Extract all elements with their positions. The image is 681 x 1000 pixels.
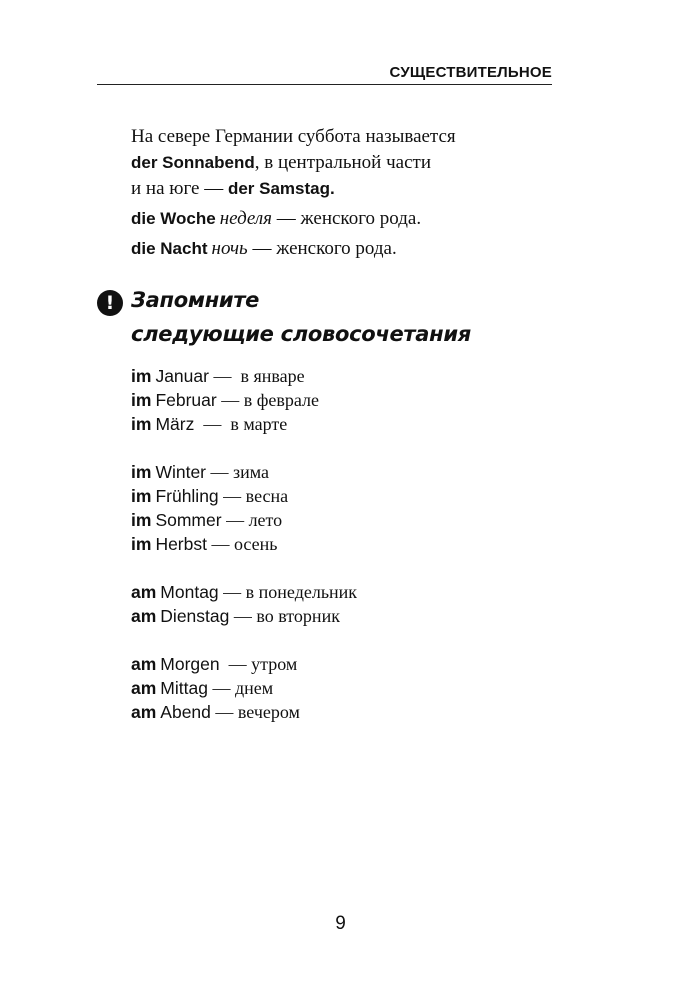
phrase-german-word: Dienstag [160,606,230,626]
phrase-translation: лето [248,510,283,530]
phrase-german-word: Sommer [155,510,222,530]
phrase-dash: — [221,510,249,530]
phrase-groups [131,364,357,748]
phrase-german-word: Frühling [155,486,219,506]
intro-line-2: , в центральной части [254,152,431,173]
intro-line-3: и на юге — [131,178,228,199]
running-header [97,62,552,85]
phrase-german-word: Winter [155,462,206,482]
phrase-row [131,364,357,388]
phrase-preposition: im [131,486,152,506]
phrase-row [131,484,357,508]
phrase-translation: в марте [230,414,288,434]
phrase-preposition: am [131,654,157,674]
nacht-translation: ночь [211,238,248,259]
phrase-translation: в январе [240,366,305,386]
phrase-dash: — [219,654,252,674]
phrase-row [131,580,357,604]
term-woche: die Woche [131,209,216,228]
phrase-row [131,532,357,556]
woche-line [131,206,561,232]
term-nacht: die Nacht [131,239,208,258]
phrase-preposition: am [131,582,157,602]
phrase-dash: — [216,390,244,410]
phrase-group [131,652,357,724]
intro-line-1: На севере Германии суббота называется [131,126,456,147]
phrase-translation: в понедельник [245,582,358,602]
phrase-translation: в феврале [243,390,319,410]
phrase-translation: осень [233,534,278,554]
phrase-translation: утром [251,654,298,674]
phrase-german-word: März [155,414,195,434]
phrase-preposition: im [131,366,152,386]
phrase-row [131,604,357,628]
notice-title-line-1: Запомните [131,288,260,312]
phrase-german-word: Herbst [155,534,207,554]
term-samstag: der Samstag. [227,179,335,198]
phrase-dash: — [206,462,233,482]
phrase-german-word: Februar [155,390,217,410]
phrase-row [131,676,357,700]
phrase-dash: — [218,582,246,602]
woche-rest: — женского рода. [272,208,422,229]
phrase-preposition: im [131,390,152,410]
phrase-row [131,412,357,436]
phrase-row [131,460,357,484]
phrase-preposition: im [131,414,152,434]
phrase-dash: — [218,486,246,506]
phrase-row [131,652,357,676]
notice-title-line-2: следующие словосочетания [131,322,471,346]
phrase-dash: — [208,366,241,386]
phrase-translation: вечером [237,702,300,722]
phrase-preposition: im [131,510,152,530]
phrase-preposition: im [131,534,152,554]
phrase-dash: — [206,534,234,554]
term-sonnabend: der Sonnabend [131,153,255,172]
phrase-row [131,388,357,412]
nacht-rest: — женского рода. [247,238,397,259]
phrase-group [131,364,357,436]
phrase-dash: — [210,702,238,722]
header-title: СУЩЕСТВИТЕЛЬНОЕ [389,64,552,81]
phrase-translation: днем [234,678,274,698]
phrase-translation: во вторник [256,606,340,626]
phrase-row [131,700,357,724]
phrase-group [131,460,357,556]
phrase-preposition: am [131,678,157,698]
phrase-dash: — [194,414,231,434]
exclamation-icon: ! [97,290,123,316]
phrase-preposition: am [131,606,157,626]
woche-translation: неделя [219,208,273,229]
phrase-german-word: Abend [160,702,211,722]
phrase-row [131,508,357,532]
phrase-german-word: Morgen [160,654,220,674]
intro-text [131,124,561,262]
phrase-german-word: Januar [155,366,209,386]
phrase-preposition: am [131,702,157,722]
phrase-preposition: im [131,462,152,482]
phrase-group [131,580,357,628]
page-number: 9 [335,913,346,934]
phrase-translation: зима [233,462,269,482]
phrase-dash: — [207,678,235,698]
intro-paragraph [131,124,561,202]
phrase-dash: — [229,606,257,626]
phrase-german-word: Mittag [160,678,208,698]
phrase-translation: весна [245,486,289,506]
phrase-german-word: Montag [160,582,219,602]
nacht-line [131,236,561,262]
